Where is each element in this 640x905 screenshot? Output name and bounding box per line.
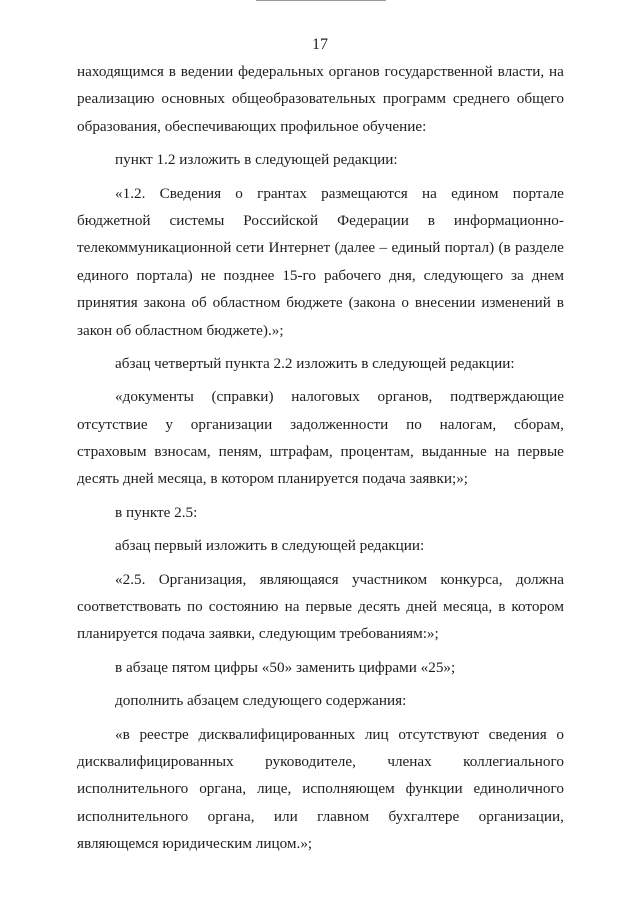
word: в: [427, 211, 435, 229]
word: в: [498, 598, 506, 616]
word: следующего: [423, 266, 504, 284]
word: организации,: [478, 807, 564, 825]
word: разделе: [515, 239, 564, 257]
word: среднего: [452, 90, 510, 108]
word: единый: [391, 239, 441, 257]
text-line: являющемся юридическим лицом.»;: [77, 835, 313, 853]
word: функции: [405, 780, 463, 798]
text-line: образования, обеспечивающих профильное обучение:: [77, 117, 427, 135]
word: у: [165, 415, 173, 433]
word: дня,: [389, 266, 416, 284]
word: системы: [169, 211, 225, 229]
word: сети: [235, 239, 265, 257]
word: коллегиального: [463, 752, 564, 770]
word: Сведения: [159, 184, 222, 202]
text-line: [77, 411, 564, 438]
word: портале: [512, 184, 564, 202]
text-line: в пункте 2.5:: [115, 503, 198, 521]
text-line: закон об областном бюджете).»;: [77, 321, 284, 339]
word: котором: [511, 598, 564, 616]
word: об: [191, 294, 207, 312]
text-line: [77, 775, 564, 802]
word: по: [406, 415, 422, 433]
word: Интернет: [268, 239, 331, 257]
word: «в: [115, 725, 130, 743]
word: –: [379, 239, 388, 257]
word: месяца,: [443, 598, 493, 616]
word: членах: [387, 752, 432, 770]
word: о: [556, 725, 564, 743]
word: на: [549, 63, 564, 80]
word: или: [273, 807, 298, 825]
word: днем: [531, 266, 564, 284]
word: 15-го: [282, 266, 317, 284]
text-line: [77, 593, 564, 620]
word: пеням,: [218, 443, 262, 461]
word: дисквалифицированных: [198, 725, 356, 743]
word: основных: [161, 90, 225, 108]
word: исполнительного: [77, 807, 189, 825]
word: дней: [406, 598, 437, 616]
word: должна: [515, 570, 564, 588]
word: на: [284, 598, 300, 616]
text-line: дополнить абзацем следующего содержания:: [115, 692, 407, 710]
word: федеральных: [238, 63, 324, 80]
text-line: в абзаце пятом цифры «50» заменить цифрами «25»;: [115, 658, 456, 676]
word: лице,: [256, 780, 292, 798]
word: единого: [77, 266, 129, 284]
word: о: [235, 184, 243, 202]
document-body: [77, 58, 564, 858]
word: страховым: [77, 443, 147, 461]
word: реализацию: [77, 90, 155, 108]
word: закона: [143, 294, 186, 312]
word: бухгалтере: [388, 807, 460, 825]
word: телекоммуникационной: [77, 239, 232, 257]
word: органа,: [199, 780, 247, 798]
word: участником: [351, 570, 428, 588]
word: грантах: [257, 184, 307, 202]
text-line: планируется подача заявки, следующим требованиям:»;: [77, 625, 439, 643]
top-rule: [256, 0, 386, 1]
word: общеобразовательных: [231, 90, 376, 108]
word: отсутствуют: [398, 725, 479, 743]
word: на: [422, 184, 437, 202]
word: главном: [317, 807, 370, 825]
word: государственной: [384, 63, 493, 80]
word: Российской: [243, 211, 319, 229]
word: лиц: [364, 725, 389, 743]
word: программ: [382, 90, 446, 108]
text-line: [77, 438, 564, 465]
word: выданные: [421, 443, 487, 461]
word: «документы: [115, 388, 194, 406]
word: организации: [190, 415, 273, 433]
word: ведении: [180, 63, 234, 80]
word: являющаяся: [259, 570, 339, 588]
word: «2.5.: [115, 570, 146, 588]
word: (далее: [334, 239, 376, 257]
word: сборам,: [513, 415, 564, 433]
word: за: [511, 266, 524, 284]
word: (закона: [348, 294, 396, 312]
word: принятия: [77, 294, 138, 312]
word: органов,: [377, 388, 433, 406]
word: органа,: [207, 807, 255, 825]
word: бюджетной: [77, 211, 151, 229]
word: (в: [498, 239, 511, 257]
text-line: абзац четвертый пункта 2.2 изложить в следующей редакции:: [115, 354, 515, 372]
word: областном: [212, 294, 281, 312]
word: позднее: [223, 266, 275, 284]
word: подтверждающие: [450, 388, 564, 406]
word: не: [200, 266, 216, 284]
text-line: [77, 566, 564, 593]
word: налоговых: [291, 388, 360, 406]
word: власти,: [497, 63, 545, 80]
word: изменений: [481, 294, 551, 312]
word: дисквалифицированных: [77, 752, 234, 770]
word: первые: [517, 443, 564, 461]
text-line: абзац первый изложить в следующей редакции:: [115, 537, 425, 555]
word: находящимся: [77, 63, 164, 80]
word: реестре: [139, 725, 189, 743]
word: задолженности: [290, 415, 389, 433]
word: портала): [136, 266, 193, 284]
word: общего: [516, 90, 564, 108]
word: процентам,: [340, 443, 414, 461]
word: внесении: [414, 294, 476, 312]
text-line: [77, 803, 564, 830]
word: по: [186, 598, 203, 616]
word: конкурса,: [440, 570, 503, 588]
word: информационно-: [453, 211, 564, 229]
text-line: [77, 721, 564, 748]
word: в: [556, 294, 564, 312]
text-line: [77, 383, 564, 410]
word: отсутствие: [77, 415, 148, 433]
word: в: [168, 63, 176, 80]
word: «1.2.: [115, 184, 146, 202]
text-line: [77, 58, 564, 85]
word: руководителе,: [265, 752, 356, 770]
word: первые: [305, 598, 353, 616]
word: сведения: [488, 725, 547, 743]
word: единоличного: [473, 780, 564, 798]
word: Федерации: [337, 211, 409, 229]
text-line: десять дней месяца, в котором планируется подача заявки;»;: [77, 470, 469, 488]
word: штрафам,: [269, 443, 333, 461]
word: взносам,: [154, 443, 211, 461]
word: портал): [444, 239, 495, 257]
text-line: [77, 207, 564, 234]
word: размещаются: [321, 184, 408, 202]
word: органов: [328, 63, 380, 80]
text-line: [77, 85, 564, 112]
word: налогам,: [439, 415, 497, 433]
word: исполняющем: [302, 780, 395, 798]
text-line: [77, 180, 564, 207]
word: соответствовать: [77, 598, 181, 616]
word: состоянию: [208, 598, 279, 616]
text-line: [77, 234, 564, 261]
text-line: [77, 289, 564, 316]
page-number: 17: [312, 36, 328, 53]
word: едином: [451, 184, 499, 202]
word: на: [494, 443, 510, 461]
word: Организация,: [158, 570, 247, 588]
text-line: [77, 748, 564, 775]
word: бюджете: [286, 294, 343, 312]
word: (справки): [211, 388, 274, 406]
word: десять: [358, 598, 401, 616]
text-line: пункт 1.2 изложить в следующей редакции:: [115, 151, 398, 169]
text-line: [77, 262, 564, 289]
word: рабочего: [323, 266, 382, 284]
word: исполнительного: [77, 780, 189, 798]
word: о: [401, 294, 409, 312]
